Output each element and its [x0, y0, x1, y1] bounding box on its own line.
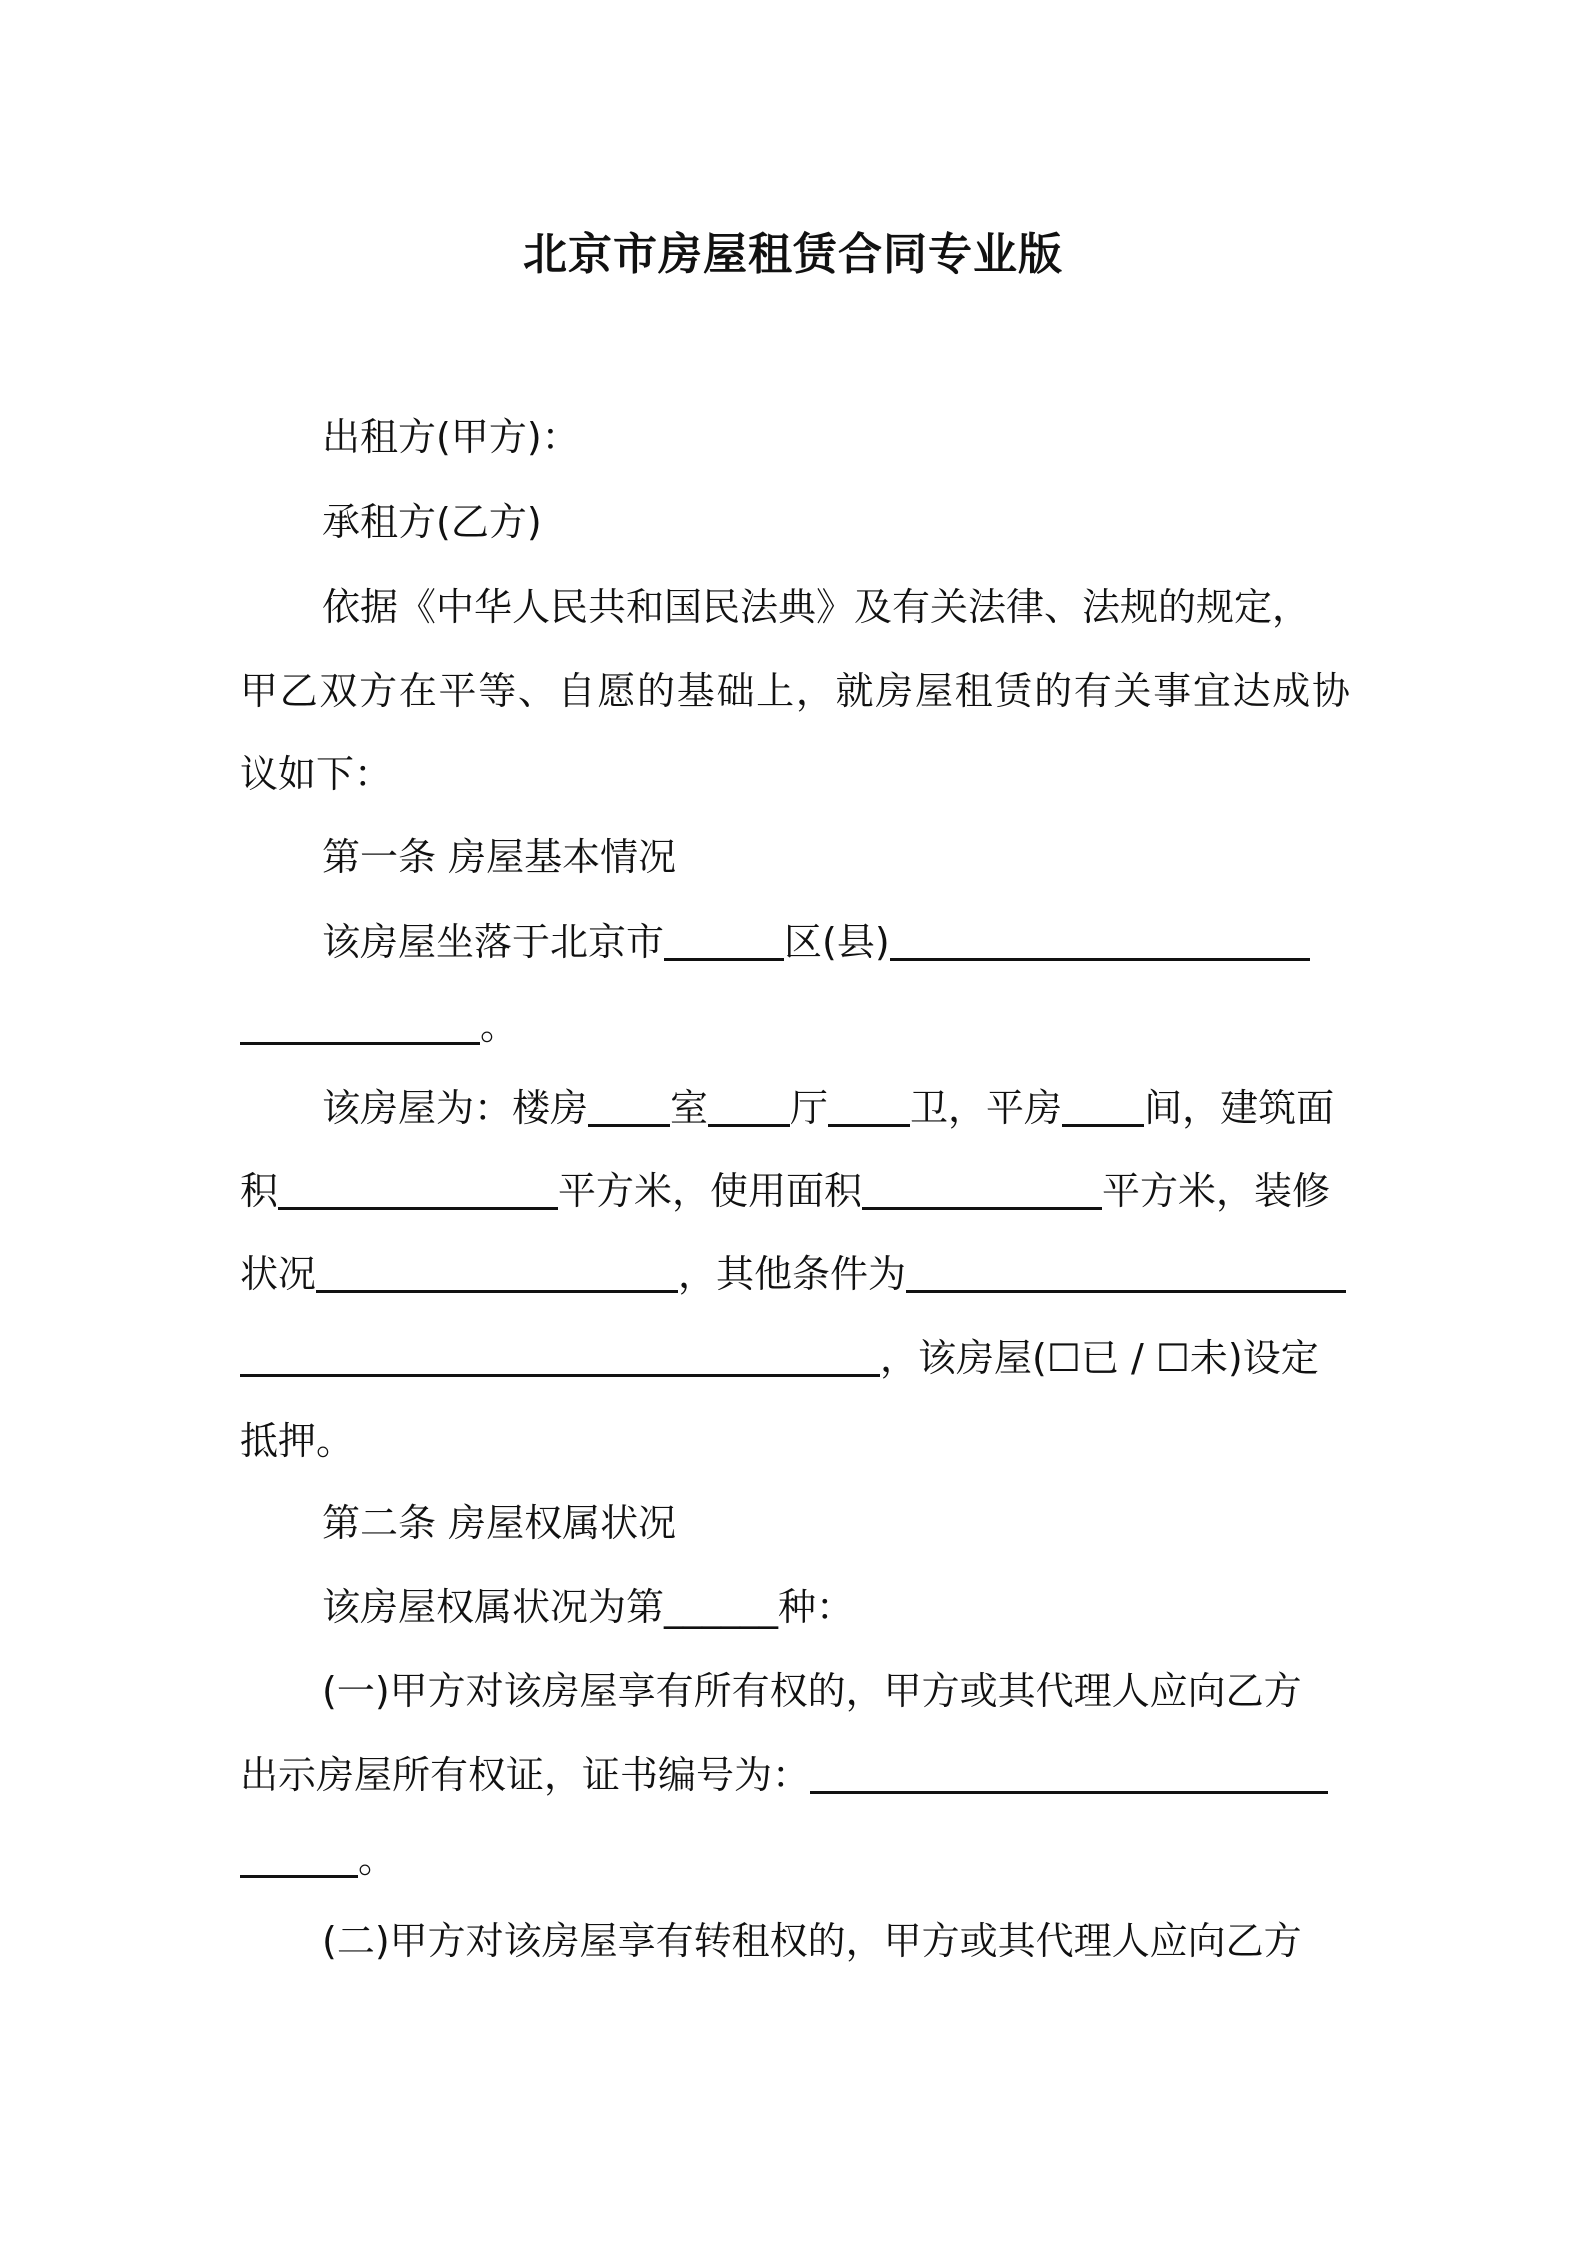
halls-label: 厅	[790, 1086, 829, 1130]
usable-area-label: 平方米，装修	[1102, 1169, 1331, 1213]
article-2-heading: 第二条 房屋权属状况	[322, 1501, 677, 1545]
article-1-location-line	[322, 917, 1310, 967]
mortgage-text: ，该房屋(☐已 / ☐未)设定	[880, 1336, 1319, 1380]
other-conditions-blank-cont	[240, 1338, 880, 1377]
address-blank-cont	[240, 1006, 480, 1045]
article-2-item-1-line-2	[240, 1750, 1328, 1800]
other-conditions-label: ，其他条件为	[678, 1252, 907, 1296]
type-blank: ______	[664, 1585, 779, 1629]
article-1-condition-line	[240, 1249, 1346, 1299]
area-label: 平方米，使用面积	[558, 1169, 863, 1213]
certificate-text: 出示房屋所有权证，证书编号为：	[240, 1753, 811, 1797]
preamble-line-1: 依据《中华人民共和国民法典》及有关法律、法规的规定，	[322, 585, 1311, 629]
type-text: 该房屋权属状况为第	[322, 1585, 665, 1629]
lessee-line: 承租方(乙方)	[322, 500, 542, 544]
preamble-line-2: 甲乙双方在平等、自愿的基础上，就房屋租赁的有关事宜达成协	[240, 669, 1350, 713]
document-title: 北京市房屋租赁合同专业版	[523, 229, 1063, 280]
baths-label: 卫，平房	[910, 1086, 1063, 1130]
period: 。	[358, 1837, 397, 1881]
article-1-mortgage-end: 抵押。	[240, 1419, 355, 1463]
article-2-item-1-line-1: (一)甲方对该房屋享有所有权的，甲方或其代理人应向乙方	[322, 1669, 1302, 1713]
article-2-type-line	[322, 1582, 854, 1632]
bungalow-label: 间，建筑面	[1144, 1086, 1335, 1130]
article-1-mortgage-line	[240, 1333, 1319, 1383]
period: 。	[480, 1004, 519, 1048]
lessor-line: 出租方(甲方)：	[322, 415, 580, 459]
article-2-item-2-line-1: (二)甲方对该房屋享有转租权的，甲方或其代理人应向乙方	[322, 1919, 1302, 1963]
decoration-blank	[316, 1254, 678, 1293]
district-blank	[664, 922, 784, 961]
rooms-label: 室	[670, 1086, 709, 1130]
baths-blank	[828, 1088, 910, 1127]
preamble-line-3: 议如下：	[240, 752, 393, 796]
article-1-area-line	[240, 1166, 1330, 1216]
article-1-location-cont	[240, 1001, 518, 1051]
other-conditions-blank	[906, 1254, 1346, 1293]
certificate-number-blank-cont	[240, 1839, 358, 1878]
rooms-blank	[588, 1088, 670, 1127]
building-area-blank	[278, 1171, 558, 1210]
article-1-heading: 第一条 房屋基本情况	[322, 835, 677, 879]
bungalow-blank	[1062, 1088, 1144, 1127]
address-blank	[890, 922, 1310, 961]
type-label: 种：	[778, 1585, 855, 1629]
condition-text: 状况	[240, 1252, 317, 1296]
usable-area-blank	[862, 1171, 1102, 1210]
rooms-text: 该房屋为：楼房	[322, 1086, 589, 1130]
location-text: 该房屋坐落于北京市	[322, 920, 665, 964]
area-text: 积	[240, 1169, 279, 1213]
certificate-number-blank	[810, 1755, 1328, 1794]
halls-blank	[708, 1088, 790, 1127]
article-1-rooms-line	[322, 1083, 1334, 1133]
article-2-item-1-line-3	[240, 1834, 396, 1884]
district-label: 区(县)	[784, 920, 890, 964]
